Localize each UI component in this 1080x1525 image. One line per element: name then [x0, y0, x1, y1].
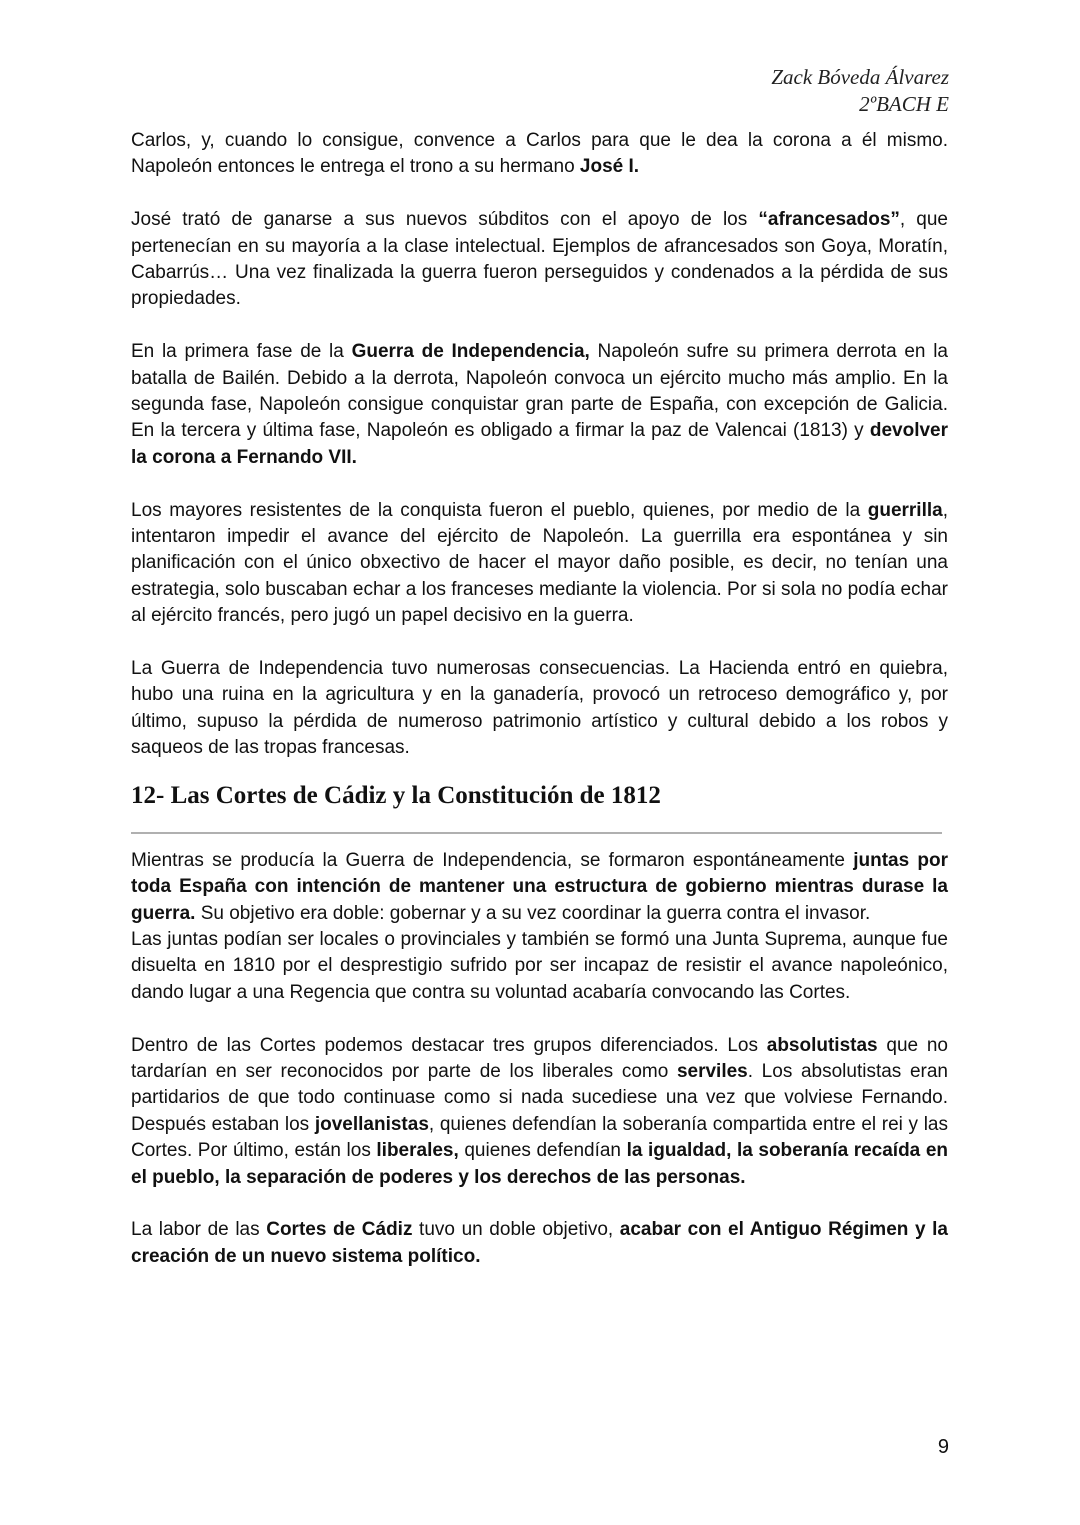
paragraph [131, 1033, 948, 1191]
text-run: , quienes defendían la soberanía compartida entre el rei y las Cortes. Por último, están los [131, 1113, 948, 1162]
text-run: Carlos, y, cuando lo consigue, convence a Carlos para que le dea la corona a él mismo. Napoleón entonces le entrega el trono a su hermano [131, 130, 948, 178]
text-run: quienes defendían [458, 1140, 627, 1162]
class-label: 2ºBACH E [859, 92, 949, 116]
section-paragraphs [131, 848, 948, 1270]
bold-text: la igualdad, la soberanía recaída en el pueblo, la separación de poderes y los derechos de las personas. [131, 1140, 948, 1188]
text-run: . Los absolutistas eran partidarios de que todo continuase como si nada sucediese una vez que volviese Fernando. Después estaban los [131, 1060, 948, 1135]
text-run: Dentro de las Cortes podemos destacar tres grupos diferenciados. Los [131, 1034, 767, 1056]
paragraph [131, 339, 948, 471]
section-divider [131, 832, 942, 834]
document-body [131, 128, 948, 1270]
text-run: Napoleón sufre su primera derrota en la batalla de Bailén. Debido a la derrota, Napoleón convoca un ejército mucho más amplio. En la segunda fase, Napoleón consigue conquistar gran parte de España, con excepción de Galicia. En la tercera y última fase, Napoleón es obligado a firmar la paz de Valencai (1813) y [131, 341, 948, 442]
text-run: Las juntas podían ser locales o provinciales y también se formó una Junta Suprema, aunque fue disuelta en 1810 por el desprestigio sufrido por ser incapaz de resistir el avance napoleónico, dando lugar a una Regencia que contra su voluntad acabaría convocando las Cortes. [131, 928, 948, 1003]
page-number: 9 [937, 1436, 949, 1458]
paragraph [131, 498, 948, 630]
bold-text: acabar con el Antiguo Régimen y la creación de un nuevo sistema político. [131, 1219, 948, 1267]
bold-text: serviles [676, 1060, 748, 1082]
paragraph [131, 656, 948, 762]
bold-text: “afrancesados” [758, 209, 900, 231]
bold-text: devolver la corona a Fernando VII. [131, 420, 948, 468]
text-run: La Guerra de Independencia tuvo numerosas consecuencias. La Hacienda entró en quiebra, hubo una ruina en la agricultura y en la ganadería, provocó un retroceso demográfico y, por último, supuso la pérdida de numeroso patrimonio artístico y cultural debido a los robos y saqueos de las tropas francesas. [131, 658, 948, 759]
text-run: La labor de las [131, 1219, 267, 1241]
bold-text: juntas por toda España con intención de mantener una estructura de gobierno mientras durase la guerra. [131, 849, 948, 924]
text-run: José trató de ganarse a sus nuevos súbditos con el apoyo de los [131, 209, 759, 231]
text-run: que no tardarían en ser reconocidos por parte de los liberales como [131, 1034, 948, 1082]
paragraph [131, 927, 948, 1006]
paragraph [131, 1217, 948, 1270]
text-run: Los mayores resistentes de la conquista fueron el pueblo, quienes, por medio de la [131, 499, 868, 521]
bold-text: guerrilla [867, 499, 943, 521]
author-name: Zack Bóveda Álvarez [771, 65, 949, 89]
bold-text: jovellanistas [314, 1113, 429, 1135]
bold-text: José I. [579, 156, 640, 178]
text-run: tuvo un doble objetivo, [412, 1219, 620, 1241]
bold-text: absolutistas [766, 1034, 878, 1056]
paragraph [131, 207, 948, 313]
text-run: Mientras se producía la Guerra de Independencia, se formaron espontáneamente [131, 849, 854, 871]
bold-text: Cortes de Cádiz [266, 1219, 413, 1241]
text-run: En la primera fase de la [131, 341, 352, 363]
intro-paragraphs [131, 128, 948, 762]
paragraph [131, 128, 948, 181]
text-run: , que pertenecían en su mayoría a la clase intelectual. Ejemplos de afrancesados son Goya, Moratín, Cabarrús… Una vez finalizada la guerra fueron perseguidos y condenados a la pérdida de sus propiedades. [131, 209, 948, 310]
section-heading: 12- Las Cortes de Cádiz y la Constitución de 1812 [131, 781, 661, 809]
paragraph [131, 848, 948, 927]
text-run: , intentaron impedir el avance del ejército de Napoleón. La guerrilla era espontánea y sin planificación con el único obxectivo de hacer el mayor daño posible, es decir, no tenían una estrategia, solo buscaban echar a los franceses mediante la violencia. Por si sola no podía echar al ejército francés, pero jugó un papel decisivo en la guerra. [131, 499, 948, 627]
bold-text: Guerra de Independencia, [351, 341, 590, 363]
page-header [771, 64, 949, 118]
bold-text: liberales, [376, 1140, 459, 1162]
text-run: Su objetivo era doble: gobernar y a su vez coordinar la guerra contra el invasor. [195, 902, 871, 924]
